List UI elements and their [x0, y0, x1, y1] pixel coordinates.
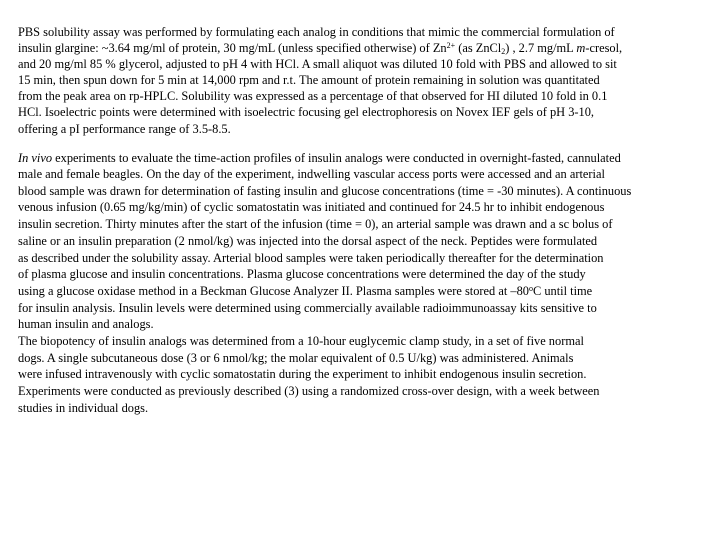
- text-line: as described under the solubility assay. Arterial blood samples were taken periodically thereafter for the determination: [18, 251, 604, 265]
- text-span: -cresol,: [585, 41, 623, 55]
- text-span: (as ZnCl: [455, 41, 502, 55]
- text-line: from the peak area on rp-HPLC. Solubility was expressed as a percentage of that observed for HI diluted 10 fold in 0.1: [18, 89, 608, 103]
- text-line: HCl. Isoelectric points were determined with isoelectric focusing gel electrophoresis on Novex IEF gels of pH 3-10,: [18, 105, 595, 119]
- text-line: [18, 40, 622, 57]
- text-line: [18, 150, 621, 167]
- superscript: 2+: [446, 41, 456, 50]
- text-line: insulin secretion. Thirty minutes after the start of the infusion (time = 0), an arterial sample was drawn and a sc bolus of: [18, 217, 613, 231]
- text-line: Experiments were conducted as previously described (3) using a randomized cross-over design, with a week between: [18, 384, 600, 398]
- text-line: studies in individual dogs.: [18, 401, 149, 415]
- text-line: PBS solubility assay was performed by formulating each analog in conditions that mimic the commercial formulation of: [18, 25, 615, 39]
- text-span: experiments to evaluate the time-action profiles of insulin analogs were conducted in overnight-fasted, cannulated: [52, 151, 621, 165]
- text-line: saline or an insulin preparation (2 nmol/kg) was injected into the dorsal aspect of the neck. Peptides were formulated: [18, 234, 598, 248]
- text-line: venous infusion (0.65 mg/kg/min) of cyclic somatostatin was initiated and continued for 24.5 hr to inhibit endogenous: [18, 200, 605, 214]
- superscript: o: [528, 284, 533, 293]
- text-line: for insulin analysis. Insulin levels were determined using commercially available radioimmunoassay kits sensitive to: [18, 301, 597, 315]
- text-line: blood sample was drawn for determination of fasting insulin and glucose concentrations (time = -30 minutes). A continuous: [18, 184, 632, 198]
- text-span: insulin glargine: ~3.64 mg/ml of protein, 30 mg/mL (unless specified otherwise) of Zn: [18, 41, 447, 55]
- text-line: [18, 283, 592, 300]
- text-line: dogs. A single subcutaneous dose (3 or 6 nmol/kg; the molar equivalent of 0.5 U/kg) was administered. Animals: [18, 351, 574, 365]
- text-line: were infused intravenously with cyclic somatostatin during the experiment to inhibit endogenous insulin secretion.: [18, 367, 587, 381]
- subscript: 2: [501, 47, 506, 56]
- text-line: male and female beagles. On the day of the experiment, indwelling vascular access ports were accessed and an arterial: [18, 167, 605, 181]
- italic-span: In vivo: [18, 151, 53, 165]
- italic-span: m: [576, 41, 586, 55]
- text-line: The biopotency of insulin analogs was determined from a 10-hour euglycemic clamp study, in a set of five normal: [18, 334, 584, 348]
- text-line: offering a pI performance range of 3.5-8.5.: [18, 122, 231, 136]
- text-line: human insulin and analogs.: [18, 317, 154, 331]
- text-line: 15 min, then spun down for 5 min at 14,000 rpm and r.t. The amount of protein remaining in solution was quantitated: [18, 73, 600, 87]
- text-line: and 20 mg/ml 85 % glycerol, adjusted to pH 4 with HCl. A small aliquot was diluted 10 fold with PBS and allowed to sit: [18, 57, 617, 71]
- text-span: using a glucose oxidase method in a Beckman Glucose Analyzer II. Plasma samples were stored at –80: [18, 284, 529, 298]
- text-line: of plasma glucose and insulin concentrations. Plasma glucose concentrations were determined the day of the study: [18, 267, 586, 281]
- text-span: C until time: [532, 284, 593, 298]
- text-span: ) , 2.7 mg/mL: [505, 41, 577, 55]
